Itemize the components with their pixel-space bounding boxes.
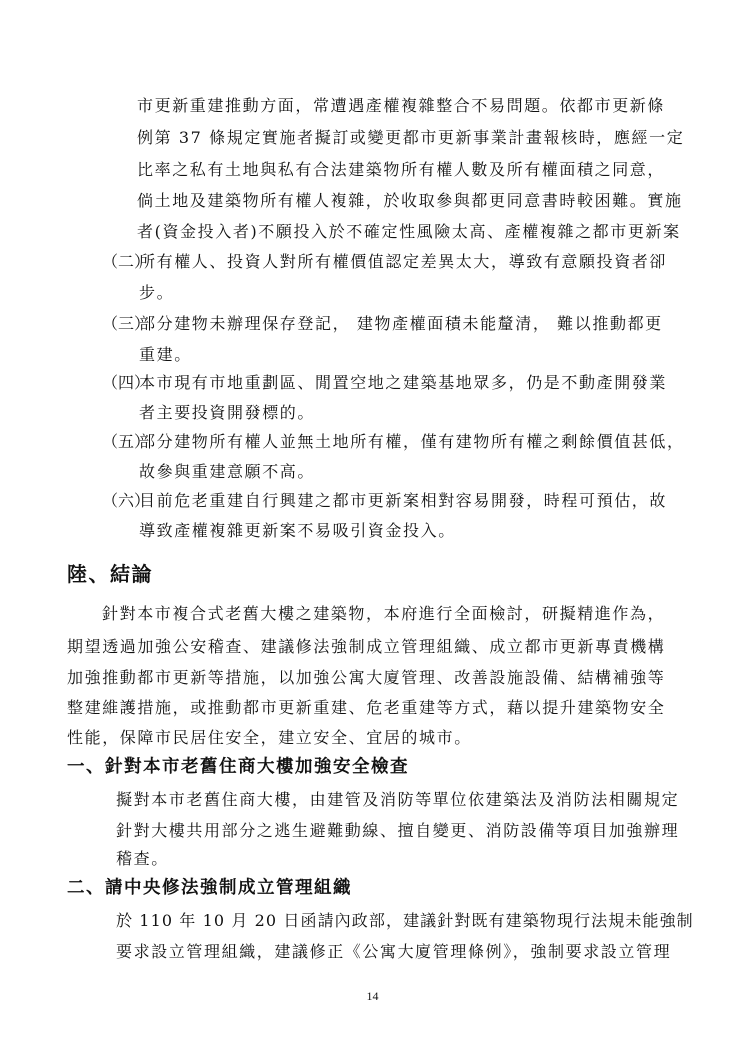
item-2-line-1: 所有權人、投資人對所有權價值認定差異太大，導致有意願投資者卻 (139, 252, 668, 271)
continuation-line-1: 市更新重建推動方面，常遭遇產權複雜整合不易問題。依都市更新條 (137, 96, 666, 115)
section-title: 陸、結論 (67, 562, 153, 586)
subsection-2-title: 二、請中央修法強制成立管理組織 (67, 878, 352, 898)
subsection-2-line-1: 於 110 年 10 月 20 日函請內政部，建議針對既有建築物現行法規未能強制 (116, 911, 694, 930)
item-2-label: （二） (102, 252, 151, 271)
item-5-line-2: 故參與重建意願不高。 (139, 462, 316, 481)
item-6-label: （六） (102, 491, 151, 510)
item-3-line-1: 部分建物未辦理保存登記， 建物產權面積未能釐清， 難以推動都更 (139, 314, 663, 333)
item-5-line-1: 部分建物所有權人並無土地所有權，僅有建物所有權之剩餘價值甚低， (139, 432, 685, 451)
subsection-2-line-2: 要求設立管理組織，建議修正《公寓大廈管理條例》，強制要求設立管理 (116, 942, 672, 961)
continuation-line-5: 者(資金投入者)不願投入於不確定性風險太高、產權複雜之都市更新案 (137, 222, 681, 241)
item-2-line-2: 步。 (139, 283, 175, 302)
conclusion-line-1: 針對本市複合式老舊大樓之建築物，本府進行全面檢討，研擬精進作為， (102, 604, 666, 623)
conclusion-line-5: 性能，保障市民居住安全，建立安全、宜居的城市。 (67, 728, 472, 747)
item-3-label: （三） (102, 314, 151, 333)
page-number: 14 (366, 989, 379, 1003)
conclusion-line-4: 整建維護措施，或推動都市更新重建、危老重建等方式，藉以提升建築物安全 (67, 698, 666, 717)
subsection-1-line-1: 擬對本市老舊住商大樓，由建管及消防等單位依建築法及消防法相關規定 (116, 790, 680, 809)
item-5-label: （五） (102, 432, 151, 451)
subsection-1-title: 一、針對本市老舊住商大樓加強安全檢查 (67, 757, 409, 777)
continuation-line-3: 比率之私有土地與私有合法建築物所有權人數及所有權面積之同意， (137, 160, 666, 179)
conclusion-line-3: 加強推動都市更新等措施，以加強公寓大廈管理、改善設施設備、結構補強等 (67, 668, 666, 687)
item-4-line-2: 者主要投資開發標的。 (139, 403, 316, 422)
subsection-1-line-3: 稽查。 (116, 849, 169, 868)
item-4-line-1: 本市現有市地重劃區、閒置空地之建築基地眾多，仍是不動產開發業 (139, 373, 668, 392)
continuation-line-4: 倘土地及建築物所有權人複雜，於收取參與都更同意書時較困難。實施 (137, 191, 683, 210)
continuation-line-2: 例第 37 條規定實施者擬訂或變更都市更新事業計畫報核時，應經一定 (137, 128, 685, 147)
item-6-line-1: 目前危老重建自行興建之都市更新案相對容易開發，時程可預估，故 (139, 491, 668, 510)
subsection-1-line-2: 針對大樓共用部分之逃生避難動線、擅自變更、消防設備等項目加強辦理 (116, 821, 680, 840)
item-3-line-2: 重建。 (139, 345, 192, 364)
conclusion-line-2: 期望透過加強公安稽查、建議修法強制成立管理組織、成立都市更新專責機構 (67, 637, 666, 656)
item-4-label: （四） (102, 373, 151, 392)
item-6-line-2: 導致產權複雜更新案不易吸引資金投入。 (139, 521, 456, 540)
